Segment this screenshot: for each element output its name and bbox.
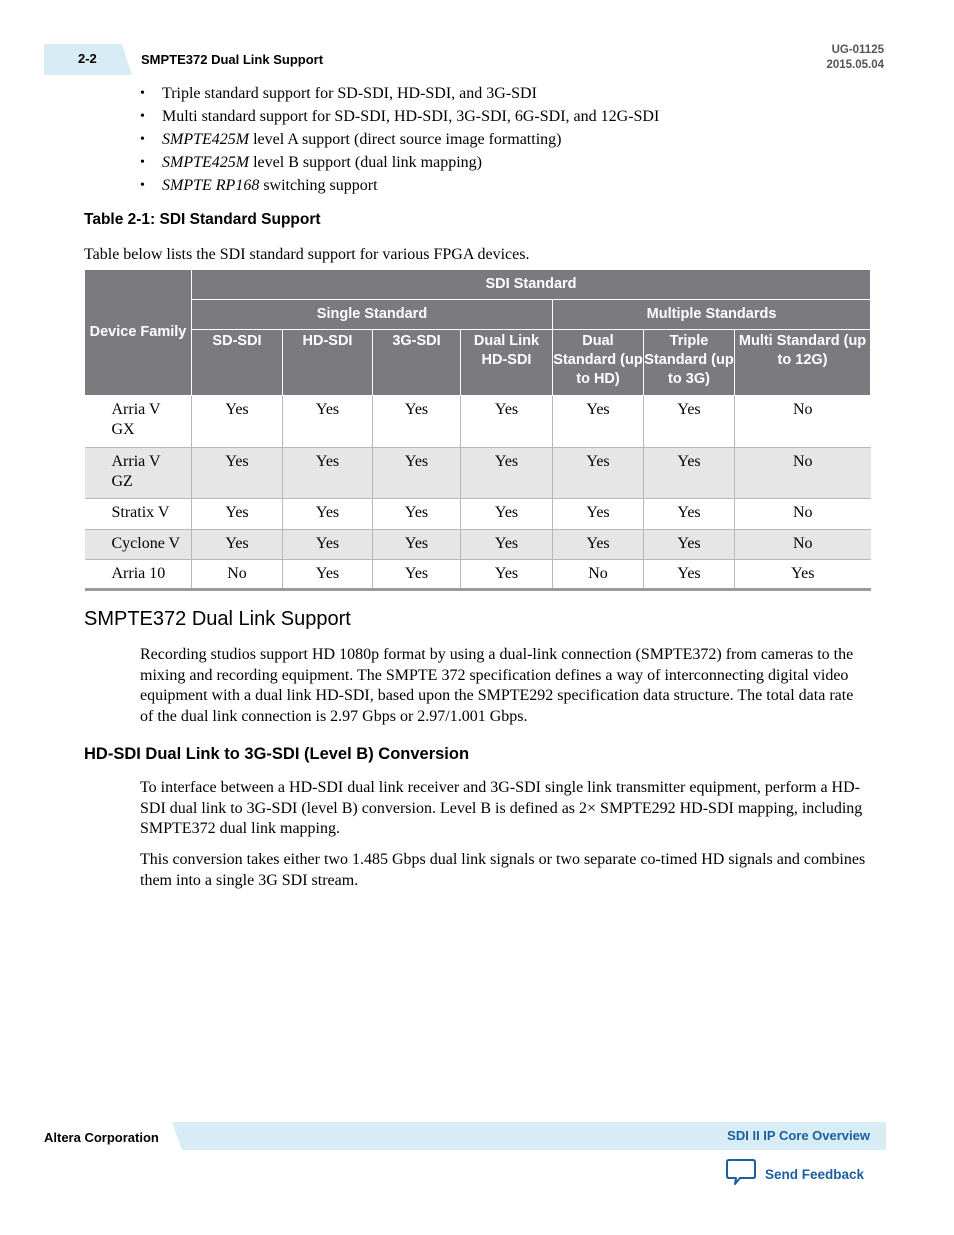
table-cell: Yes xyxy=(644,499,735,530)
table-cell: Yes xyxy=(644,396,735,448)
section-heading: SMPTE372 Dual Link Support xyxy=(84,608,351,630)
table-cell: Yes xyxy=(644,560,735,590)
sdi-standard-table xyxy=(84,269,871,591)
column-header: Multi Standard (up to 12G) xyxy=(735,330,871,396)
table-intro: Table below lists the SDI standard support for various FPGA devices. xyxy=(84,246,530,263)
table-cell: Yes xyxy=(553,448,644,499)
table-row xyxy=(85,499,871,530)
table-cell: Yes xyxy=(461,499,553,530)
header-single-standard: Single Standard xyxy=(192,300,553,330)
header-multiple-standards: Multiple Standards xyxy=(553,300,871,330)
table-cell: No xyxy=(192,560,283,590)
column-header: Triple Standard (up to 3G) xyxy=(644,330,735,396)
table-cell: No xyxy=(553,560,644,590)
table-cell: Yes xyxy=(373,396,461,448)
page-number: 2-2 xyxy=(78,51,97,66)
table-cell: Yes xyxy=(192,396,283,448)
table-row xyxy=(85,396,871,448)
table-cell: Yes xyxy=(373,448,461,499)
table-cell: Yes xyxy=(373,499,461,530)
table-cell: Yes xyxy=(373,530,461,560)
device-cell: Arria V GX xyxy=(85,396,192,448)
subsection-heading: HD-SDI Dual Link to 3G-SDI (Level B) Conversion xyxy=(84,745,470,763)
table-cell: Yes xyxy=(461,560,553,590)
column-header: Dual Link HD-SDI xyxy=(461,330,553,396)
table-cell: Yes xyxy=(192,530,283,560)
send-feedback-label: Send Feedback xyxy=(765,1167,865,1182)
table-cell: Yes xyxy=(553,396,644,448)
list-item: • Multi standard support for SD-SDI, HD-SDI, 3G-SDI, 6G-SDI, and 12G-SDI xyxy=(140,105,659,128)
table-row xyxy=(85,560,871,590)
header-sdi-standard: SDI Standard xyxy=(192,270,871,300)
table-cell: Yes xyxy=(644,448,735,499)
column-header: SD-SDI xyxy=(192,330,283,396)
subsection-paragraph: This conversion takes either two 1.485 Gbps dual link signals or two separate co-timed HD signals and combines them into a single 3G SDI stream. xyxy=(140,851,866,889)
speech-bubble-icon xyxy=(726,1158,756,1191)
table-cell: Yes xyxy=(283,448,373,499)
list-item: • SMPTE425M level A support (direct source image formatting) xyxy=(140,128,659,151)
table-cell: Yes xyxy=(735,560,871,590)
table-cell: Yes xyxy=(553,499,644,530)
device-cell: Arria 10 xyxy=(85,560,192,590)
table-cell: No xyxy=(735,448,871,499)
feature-list xyxy=(140,82,659,197)
send-feedback-link[interactable] xyxy=(726,1158,864,1191)
subsection-paragraph: To interface between a HD-SDI dual link receiver and 3G-SDI single link transmitter equipment, perform a HD-SDI dual link to 3G-SDI (level B) conversion. Level B is defined as 2× SMPTE292 HD-SDI mapping, including SMPTE372 dual link mapping. xyxy=(140,779,863,837)
list-item: • Triple standard support for SD-SDI, HD-SDI, and 3G-SDI xyxy=(140,82,659,105)
header-doc-info xyxy=(826,43,884,73)
header-section-title: SMPTE372 Dual Link Support xyxy=(141,52,324,67)
list-item: • SMPTE RP168 switching support xyxy=(140,174,659,197)
footer-company: Altera Corporation xyxy=(44,1130,159,1145)
table-cell: Yes xyxy=(192,448,283,499)
table-cell: Yes xyxy=(644,530,735,560)
device-cell: Cyclone V xyxy=(85,530,192,560)
table-cell: No xyxy=(735,396,871,448)
header-device-family: Device Family xyxy=(85,270,192,396)
column-header: Dual Standard (up to HD) xyxy=(553,330,644,396)
table-caption: Table 2-1: SDI Standard Support xyxy=(84,211,321,228)
table-row xyxy=(85,530,871,560)
doc-id: UG-01125 xyxy=(831,44,884,56)
table-cell: Yes xyxy=(461,530,553,560)
table-cell: Yes xyxy=(283,499,373,530)
footer-doc-title-link[interactable]: SDI II IP Core Overview xyxy=(727,1128,870,1143)
doc-date: 2015.05.04 xyxy=(826,59,884,71)
table-cell: Yes xyxy=(192,499,283,530)
table-cell: Yes xyxy=(373,560,461,590)
table-cell: Yes xyxy=(283,396,373,448)
column-header: 3G-SDI xyxy=(373,330,461,396)
column-header: HD-SDI xyxy=(283,330,373,396)
table-cell: No xyxy=(735,499,871,530)
table-cell: Yes xyxy=(461,448,553,499)
table-cell: Yes xyxy=(553,530,644,560)
table-cell: Yes xyxy=(283,560,373,590)
table-cell: No xyxy=(735,530,871,560)
device-cell: Arria V GZ xyxy=(85,448,192,499)
table-cell: Yes xyxy=(461,396,553,448)
table-row xyxy=(85,448,871,499)
table-cell: Yes xyxy=(283,530,373,560)
section-paragraph: Recording studios support HD 1080p format by using a dual-link connection (SMPTE372) from cameras to the mixing and recording equipment. The SMPTE 372 specification defines a way of interconnecting digital video equipment with a dual link HD-SDI, based upon the SMPTE292 specification data structure. The total data rate of the dual link connection is 2.97 Gbps or 2.97/1.001 Gbps. xyxy=(140,646,854,725)
device-cell: Stratix V xyxy=(85,499,192,530)
list-item: • SMPTE425M level B support (dual link mapping) xyxy=(140,151,659,174)
